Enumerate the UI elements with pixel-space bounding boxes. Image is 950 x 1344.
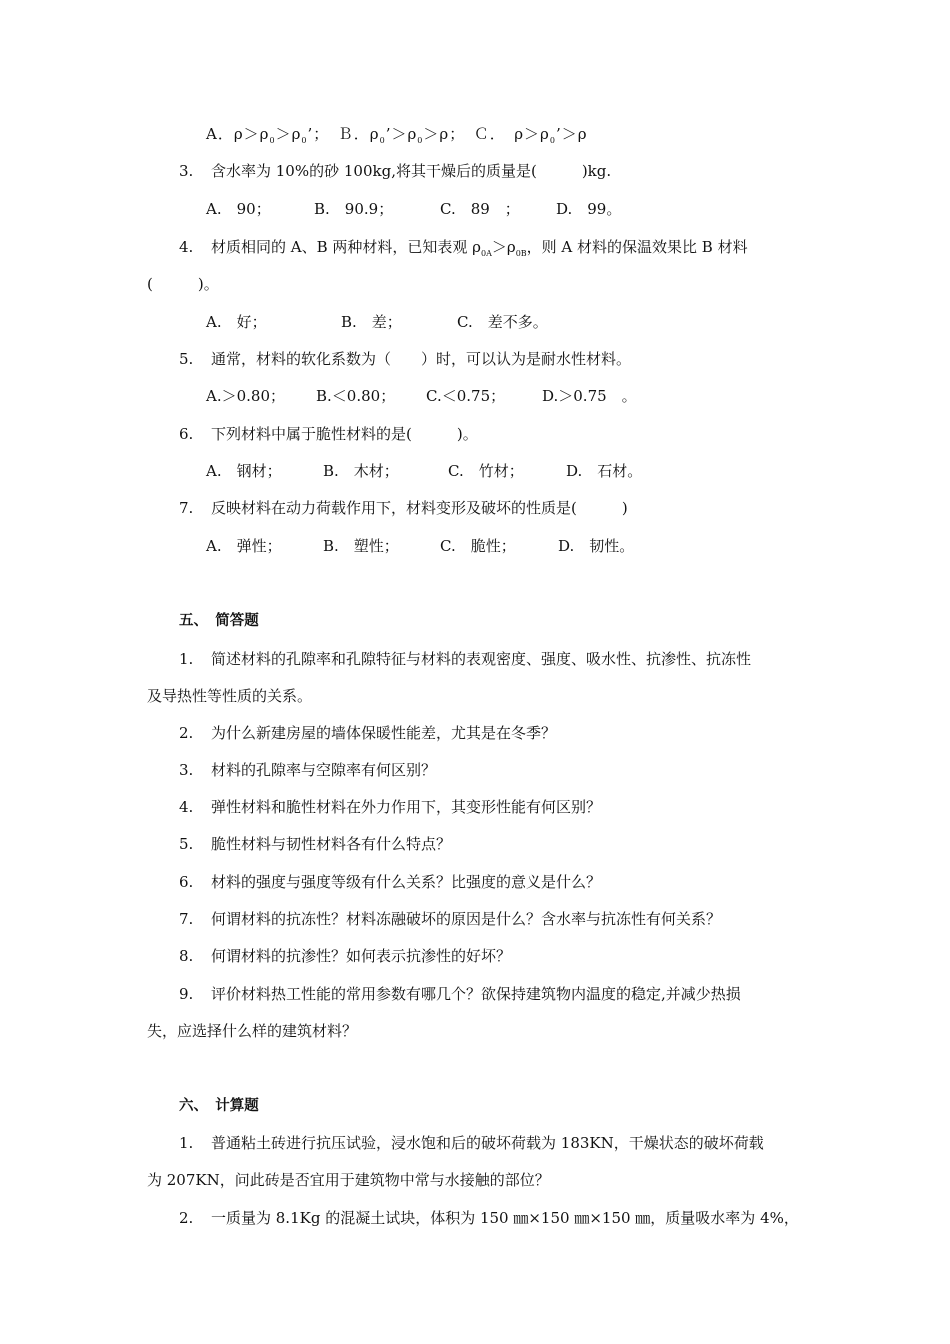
subscript: 0 (379, 136, 386, 145)
list-item (179, 723, 556, 743)
option-c: C. 脆性； (440, 537, 516, 555)
option-a: A. 90； (206, 200, 271, 218)
item-number: 7. (179, 910, 194, 928)
q2-options (206, 124, 588, 151)
option-b: B. 木材； (323, 462, 399, 480)
list-item (179, 649, 751, 669)
option-a: A. 好； (206, 313, 267, 331)
question-text: 材质相同的 A、B 两种材料，已知表观 ρ (211, 238, 481, 256)
subscript: 0A (480, 249, 492, 258)
item-text: 何谓材料的抗渗性？如何表示抗渗性的好坏？ (211, 947, 512, 965)
option-d: D.＞0.75 。 (542, 387, 637, 405)
section-title: 六、 计算题 (179, 1098, 259, 1114)
question-number: 6. (179, 425, 194, 443)
q2-option-text: ＞ρ； Ｃ． ρ＞ρ (423, 125, 550, 143)
option-d: D. 99。 (556, 200, 622, 218)
list-item (179, 984, 741, 1004)
q2-option-text: ’＞ρ (385, 125, 418, 143)
list-item (179, 1208, 799, 1228)
list-item-continuation: 及导热性等性质的关系。 (147, 687, 313, 705)
list-item (179, 834, 451, 854)
question-text: 下列材料中属于脆性材料的是( )。 (211, 425, 478, 443)
list-item-continuation: 为 207KN，问此砖是否宜用于建筑物中常与水接触的部位？ (147, 1171, 550, 1189)
question-number: 5. (179, 350, 194, 368)
q2-option-text: ＞ρ (275, 125, 302, 143)
question-6 (179, 424, 478, 444)
item-text: 普通粘土砖进行抗压试验，浸水饱和后的破坏荷载为 183KN，干燥状态的破坏荷载 (211, 1134, 764, 1152)
subscript: 0 (269, 136, 276, 145)
question-3-options (206, 199, 621, 219)
option-c: C. 竹材； (448, 462, 524, 480)
question-number: 4. (179, 238, 194, 256)
item-text: 评价材料热工性能的常用参数有哪几个？欲保持建筑物内温度的稳定,并减少热损 (211, 985, 741, 1003)
item-number: 1. (179, 1134, 194, 1152)
question-text: ，则 A 材料的保温效果比 B 材料 (526, 238, 748, 256)
item-text: 何谓材料的抗冻性？材料冻融破坏的原因是什么？含水率与抗冻性有何关系？ (211, 910, 722, 928)
question-7-options (206, 536, 634, 556)
list-item (179, 797, 601, 817)
subscript: 0 (549, 136, 556, 145)
item-number: 1. (179, 650, 194, 668)
list-item (179, 909, 721, 929)
item-text: 材料的孔隙率与空隙率有何区别？ (211, 761, 437, 779)
question-7 (179, 498, 628, 518)
section-title: 五、 简答题 (179, 613, 259, 629)
question-text: 含水率为 10%的砂 100kg,将其干燥后的质量是( )kg. (211, 162, 612, 180)
option-d: D. 石材。 (566, 462, 643, 480)
item-number: 3. (179, 761, 194, 779)
option-c: C. 89 ； (440, 200, 520, 218)
item-text: 脆性材料与韧性材料各有什么特点？ (211, 835, 452, 853)
item-text: 弹性材料和脆性材料在外力作用下，其变形性能有何区别？ (211, 798, 602, 816)
item-number: 5. (179, 835, 194, 853)
item-number: 2. (179, 724, 194, 742)
list-item (179, 760, 436, 780)
list-item (179, 946, 511, 966)
item-number: 4. (179, 798, 194, 816)
option-b: B. 差； (341, 313, 402, 331)
question-4-options (206, 312, 548, 332)
subscript: 0 (417, 136, 424, 145)
option-c: C.＜0.75； (426, 387, 506, 405)
question-text: 反映材料在动力荷载作用下，材料变形及破坏的性质是( ) (211, 499, 628, 517)
question-4-continuation: ( )。 (147, 275, 219, 293)
option-c: C. 差不多。 (457, 313, 548, 331)
question-text: ＞ρ (491, 238, 516, 256)
question-number: 3. (179, 162, 194, 180)
question-5-options (206, 386, 637, 406)
question-6-options (206, 461, 642, 481)
question-number: 7. (179, 499, 194, 517)
list-item (179, 872, 601, 892)
item-text: 材料的强度与强度等级有什么关系？比强度的意义是什么？ (211, 873, 602, 891)
question-4 (179, 237, 748, 264)
q2-option-text: ’； Ｂ．ρ (307, 125, 380, 143)
item-text: 一质量为 8.1Kg 的混凝土试块，体积为 150 ㎜×150 ㎜×150 ㎜，质量吸水率为 4%， (211, 1209, 799, 1227)
question-text: 通常，材料的软化系数为（ ）时，可以认为是耐水性材料。 (211, 350, 632, 368)
item-text: 简述材料的孔隙率和孔隙特征与材料的表观密度、强度、吸水性、抗渗性、抗冻性 (211, 650, 752, 668)
item-number: 9. (179, 985, 194, 1003)
option-a: A.＞0.80； (206, 387, 285, 405)
q2-option-text: ’＞ρ (555, 125, 588, 143)
item-number: 2. (179, 1209, 194, 1227)
option-b: B.＜0.80； (316, 387, 396, 405)
item-number: 8. (179, 947, 194, 965)
question-3 (179, 161, 611, 181)
question-5 (179, 349, 631, 369)
option-d: D. 韧性。 (558, 537, 635, 555)
list-item (179, 1133, 764, 1153)
list-item-continuation: 失，应选择什么样的建筑材料？ (147, 1022, 358, 1040)
option-a: A. 弹性； (206, 537, 282, 555)
subscript: 0B (515, 249, 527, 258)
option-b: B. 90.9； (314, 200, 394, 218)
option-b: B. 塑性； (323, 537, 399, 555)
q2-option-text: A．ρ＞ρ (206, 125, 270, 143)
option-a: A. 钢材； (206, 462, 282, 480)
item-text: 为什么新建房屋的墙体保暖性能差，尤其是在冬季？ (211, 724, 557, 742)
item-number: 6. (179, 873, 194, 891)
subscript: 0 (301, 136, 308, 145)
